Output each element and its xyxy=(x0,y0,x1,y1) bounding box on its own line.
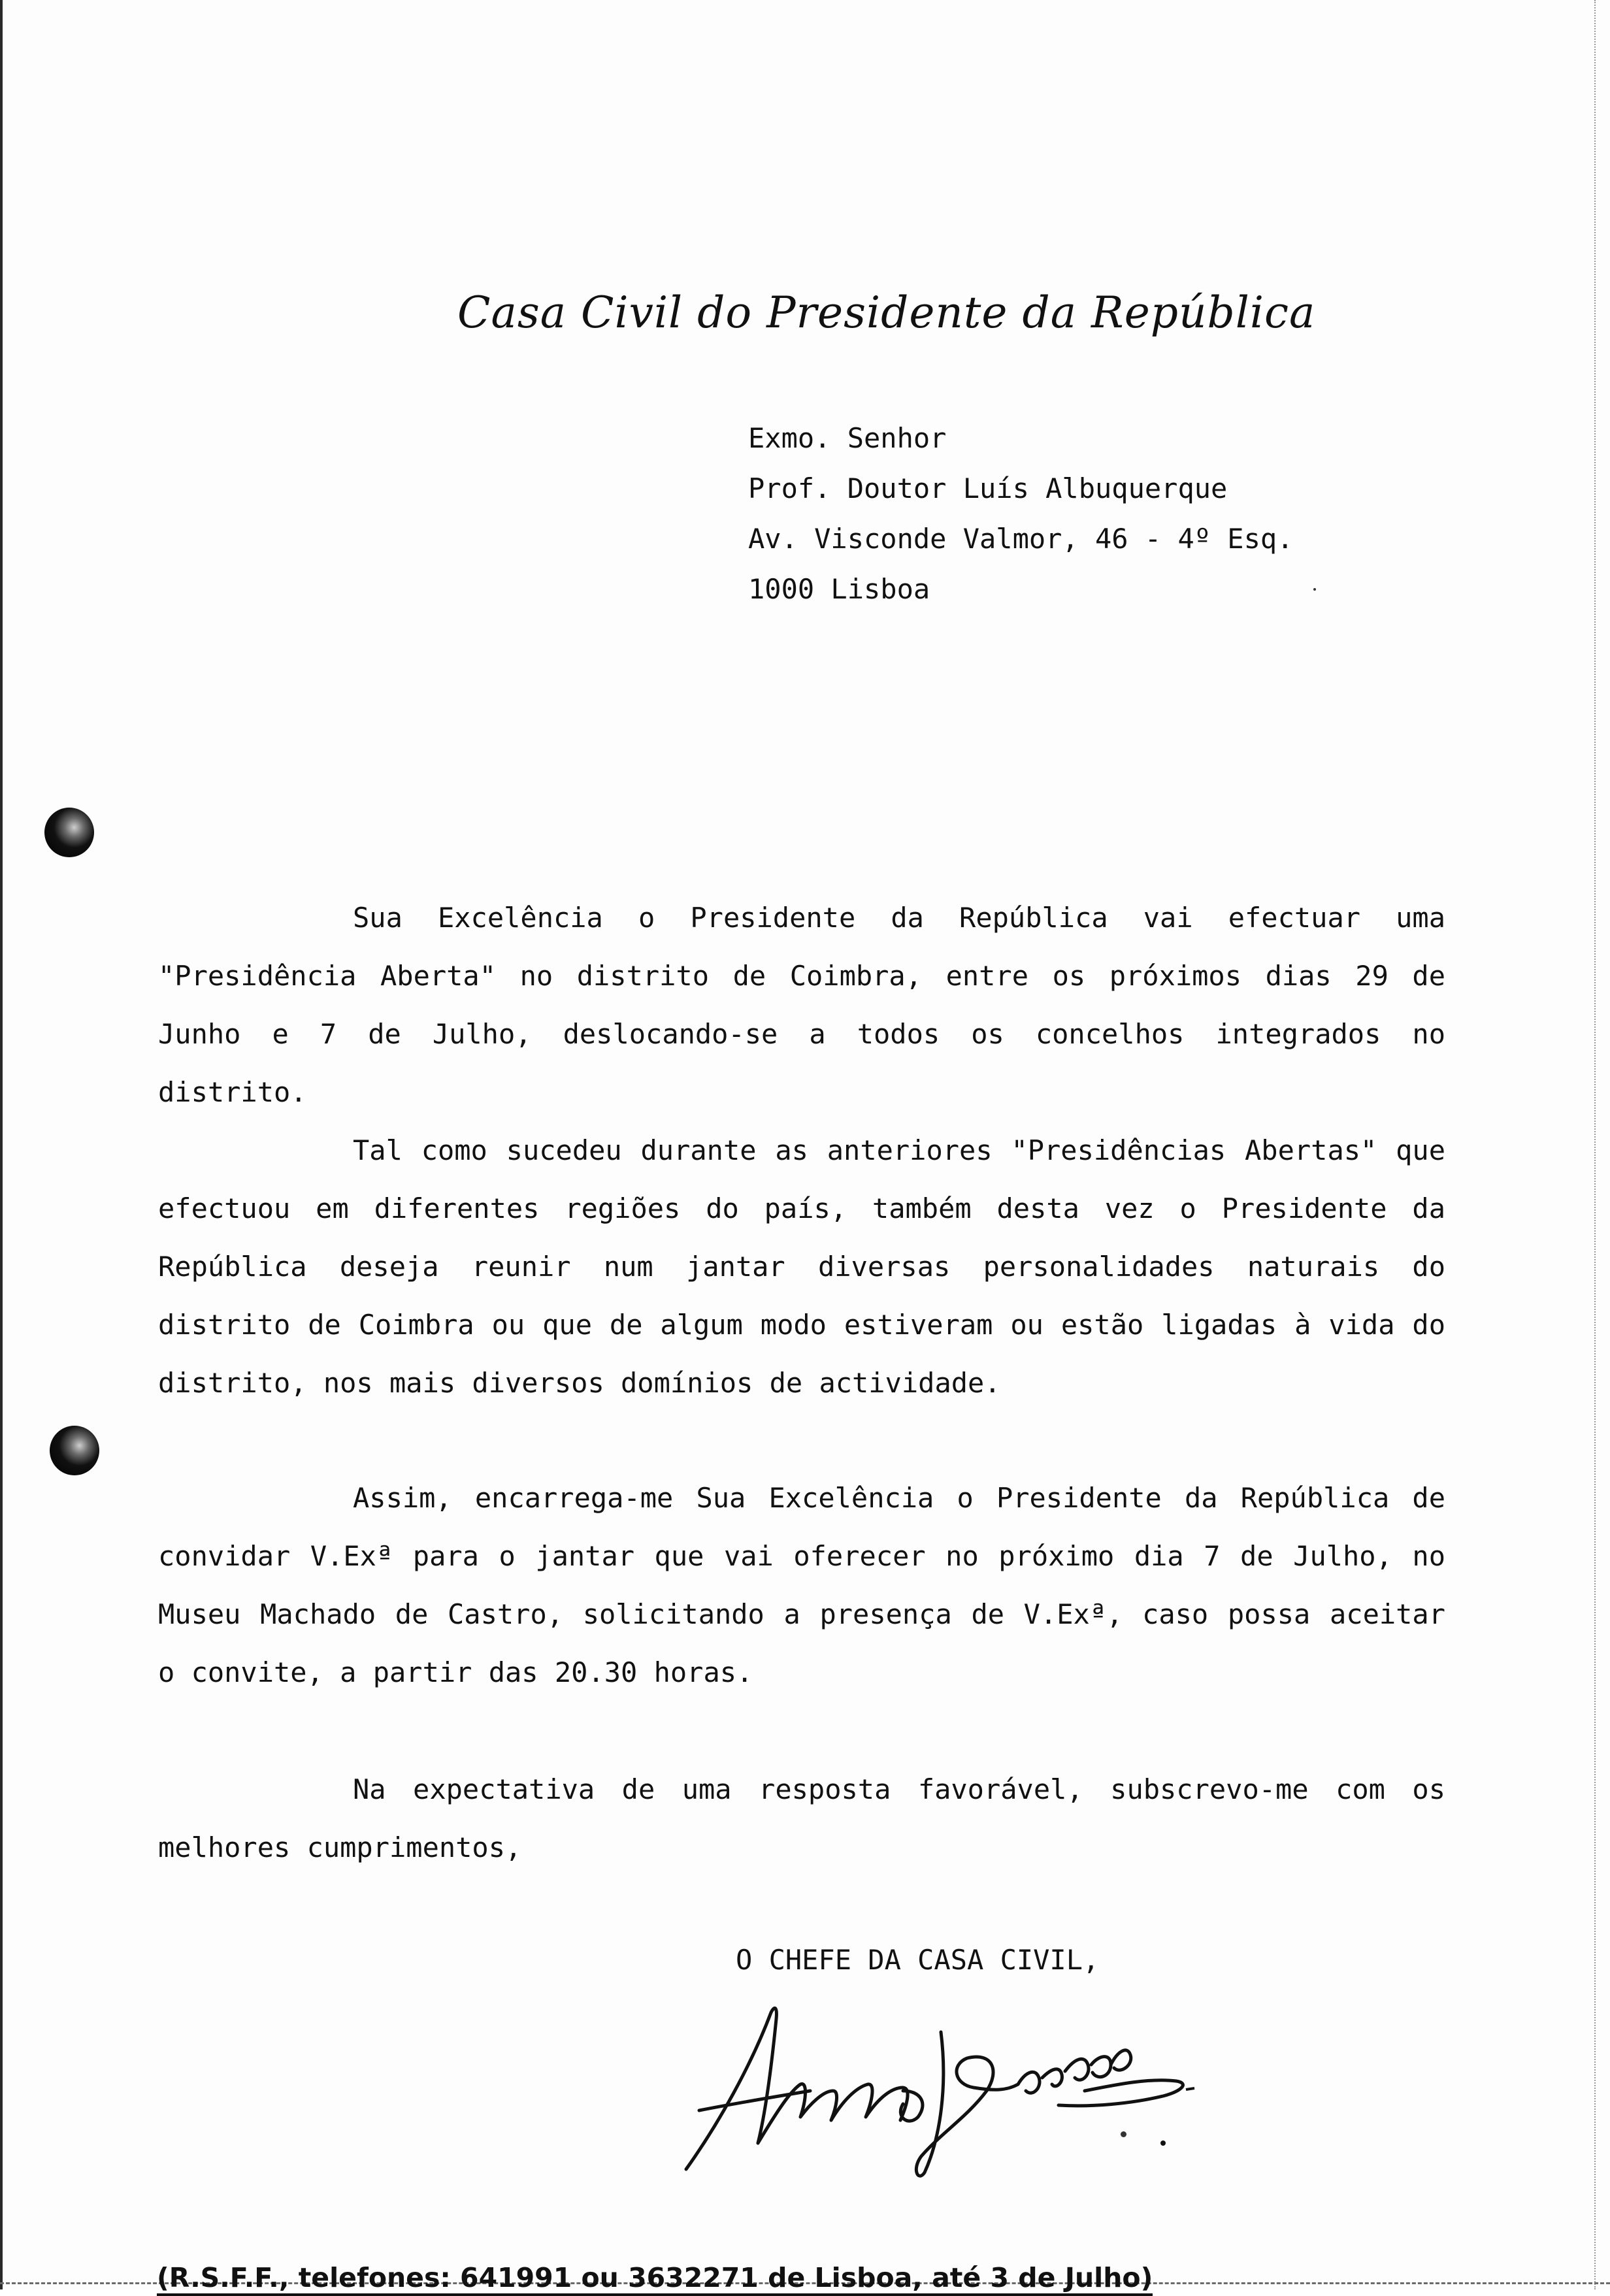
page-right-edge xyxy=(1593,0,1596,2289)
body-paragraph-4 xyxy=(158,1760,1445,1877)
paragraph-text: Assim, encarrega-me Sua Excelência o Presidente da República de convidar V.Exª para o jantar que vai oferecer no próximo dia 7 de Julho, no Museu Machado de Castro, solicitando a presença de V.Exª, caso possa aceitar o convite, a partir das 20.30 horas. xyxy=(158,1482,1445,1688)
recipient-city: 1000 Lisboa xyxy=(748,573,930,605)
footer-rsvp-note: (R.S.F.F., telefones: 641991 ou 3632271 de Lisboa, até 3 de Julho) xyxy=(157,2262,1153,2296)
recipient-address-block xyxy=(748,413,1293,614)
letterhead-title: Casa Civil do Presidente da República xyxy=(457,287,1316,338)
handwritten-signature xyxy=(660,1993,1196,2182)
page-speck xyxy=(1313,588,1316,591)
punch-hole-bottom xyxy=(50,1426,99,1475)
recipient-name: Prof. Doutor Luís Albuquerque xyxy=(748,472,1228,504)
recipient-street: Av. Visconde Valmor, 46 - 4º Esq. xyxy=(748,523,1294,555)
body-paragraph-3 xyxy=(158,1469,1445,1701)
page-speck xyxy=(1121,2131,1126,2137)
recipient-salutation: Exmo. Senhor xyxy=(748,422,947,454)
body-paragraph-2 xyxy=(158,1121,1445,1412)
paragraph-text: Na expectativa de uma resposta favorável, subscrevo-me com os melhores cumprimentos, xyxy=(158,1773,1445,1863)
closing-title: O CHEFE DA CASA CIVIL, xyxy=(736,1944,1100,1976)
body-paragraph-1 xyxy=(158,889,1445,1121)
punch-hole-top xyxy=(44,808,94,857)
paragraph-text: Tal como sucedeu durante as anteriores "Presidências Abertas" que efectuou em diferentes regiões do país, também desta vez o Presidente da República deseja reunir num jantar diversas personalidades naturais do distrito de Coimbra ou que de algum modo estiveram ou estão ligadas à vida do distrito, nos mais diversos domínios de actividade. xyxy=(158,1134,1445,1399)
paragraph-text: Sua Excelência o Presidente da República vai efectuar uma "Presidência Aberta" no distrito de Coimbra, entre os próximos dias 29 de Junho e 7 de Julho, deslocando-se a todos os concelhos integrados no distrito. xyxy=(158,902,1445,1108)
page-left-edge xyxy=(0,0,3,2289)
